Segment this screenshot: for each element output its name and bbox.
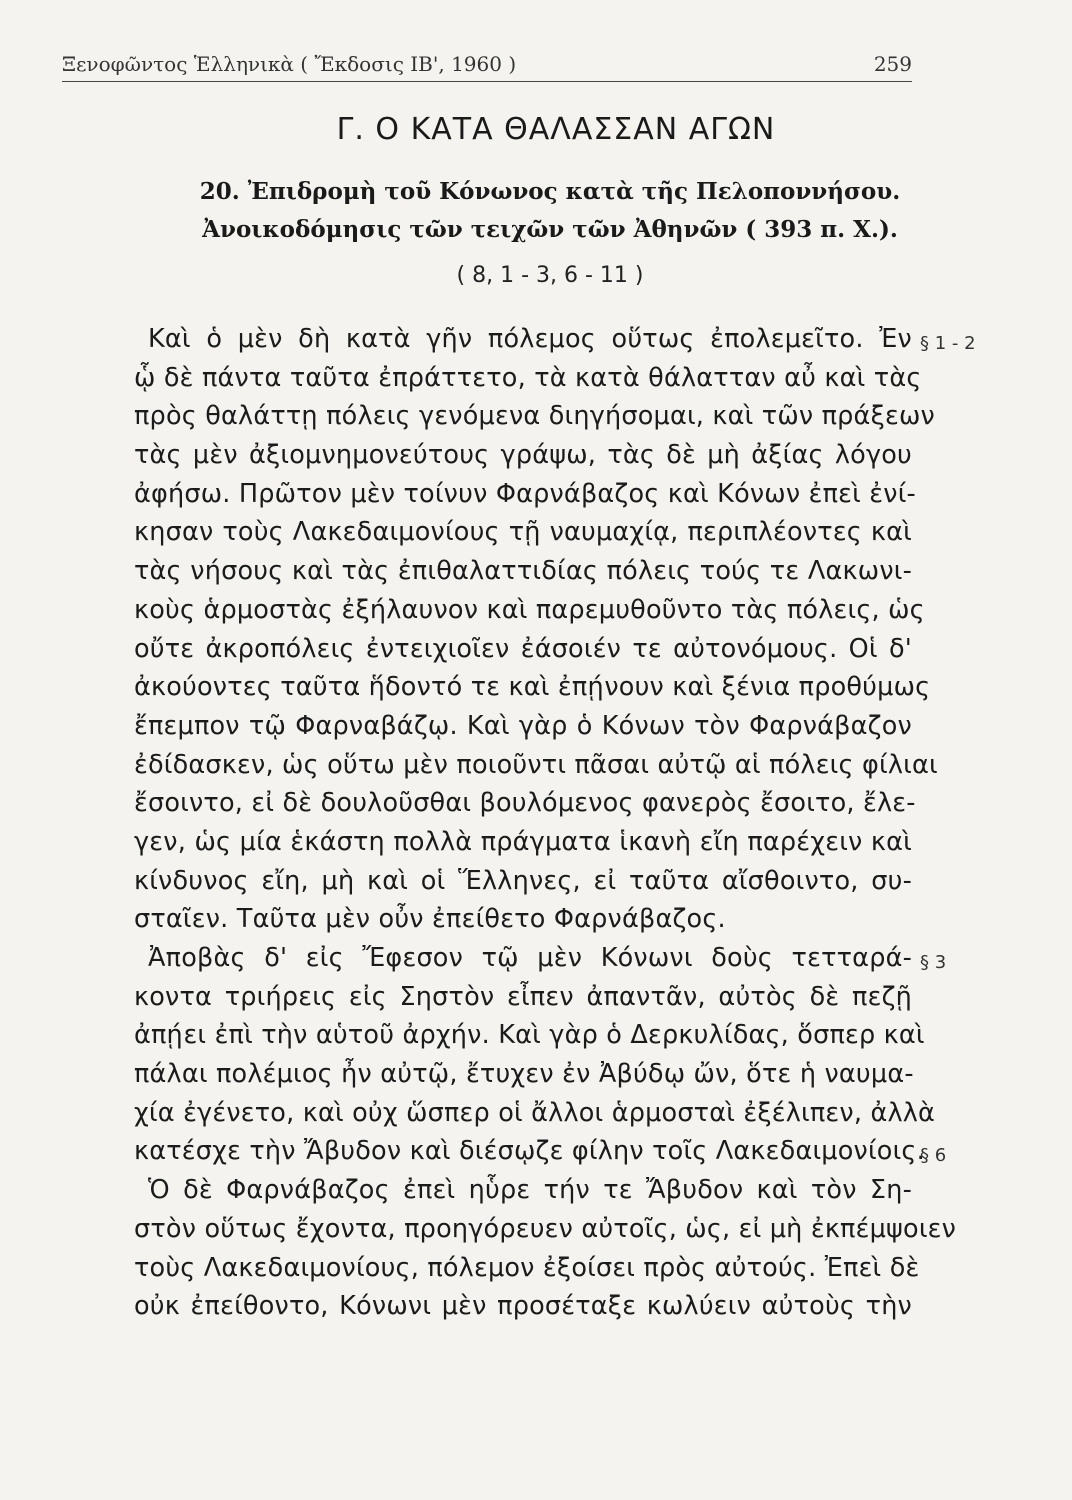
margin-note-section-1-2: § 1 - 2 (920, 333, 976, 354)
text-line: σταῖεν. Ταῦτα μὲν οὖν ἐπείθετο Φαρνάβαζος. (134, 904, 726, 935)
text-line: τὰς νήσους καὶ τὰς ἐπιθαλαττιδίας πόλεις τούς τε Λακωνι- (134, 556, 912, 587)
text-line: τὰς μὲν ἀξιομνημονεύτους γράψω, τὰς δὲ μὴ ἀξίας λόγου (134, 440, 912, 471)
text-line: κατέσχε τὴν Ἄβυδον καὶ διέσῳζε φίλην τοῖς Λακεδαιμονίοις. (134, 1136, 925, 1167)
text-line: ἔπεμπον τῷ Φαρναβάζῳ. Καὶ γὰρ ὁ Κόνων τὸν Φαρνάβαζον (134, 710, 912, 741)
text-line: Ὁ δὲ Φαρνάβαζος ἐπεὶ ηὗρε τήν τε Ἄβυδον καὶ τὸν Ση- (148, 1175, 912, 1206)
text-line: ἐδίδασκεν, ὡς οὕτω μὲν ποιοῦντι πᾶσαι αὐτῷ αἱ πόλεις φίλιαι (134, 749, 938, 780)
text-line: χία ἐγένετο, καὶ οὐχ ὥσπερ οἱ ἄλλοι ἁρμοσταὶ ἐξέλιπεν, ἀλλὰ (134, 1097, 936, 1128)
running-title: Ξενοφῶντος Ἑλληνικὰ ( Ἔκδοσις ΙΒ', 1960 ) (62, 52, 517, 76)
text-line: ἔσοιντο, εἰ δὲ δουλοῦσθαι βουλόμενος φανερὸς ἔσοιτο, ἔλε- (134, 788, 916, 819)
page-number: 259 (873, 52, 912, 76)
text-line: Καὶ ὁ μὲν δὴ κατὰ γῆν πόλεμος οὕτως ἐπολεμεῖτο. Ἐν (148, 324, 912, 354)
text-line: πρὸς θαλάττῃ πόλεις γενόμενα διηγήσομαι, καὶ τῶν πράξεων (134, 401, 935, 432)
section-title: Γ. Ο ΚΑΤΑ ΘΑΛΑΣΣΑΝ ΑΓΩΝ (336, 112, 776, 147)
text-line: ἀπῄει ἐπὶ τὴν αὑτοῦ ἀρχήν. Καὶ γὰρ ὁ Δερκυλίδας, ὅσπερ καὶ (134, 1020, 925, 1051)
chapter-heading (120, 173, 980, 249)
text-line: Ἀποβὰς δ' εἰς Ἔφεσον τῷ μὲν Κόνωνι δοὺς τετταρά- (148, 943, 912, 973)
chapter-references: ( 8, 1 - 3, 6 - 11 ) (456, 263, 644, 288)
text-line: στὸν οὕτως ἔχοντα, προηγόρευεν αὐτοῖς, ὡς, εἰ μὴ ἐκπέμψοιεν (134, 1213, 957, 1244)
text-line: πάλαι πολέμιος ἦν αὐτῷ, ἔτυχεν ἐν Ἀβύδῳ ὤν, ὅτε ἡ ναυμα- (134, 1059, 914, 1090)
text-line: γεν, ὡς μία ἑκάστη πολλὰ πράγματα ἱκανὴ εἴη παρέχειν καὶ (134, 826, 912, 857)
margin-note-section-3: § 3 (920, 952, 947, 973)
text-line: κοντα τριήρεις εἰς Σηστὸν εἶπεν ἀπαντᾶν, αὐτὸς δὲ πεζῇ (134, 981, 912, 1012)
chapter-heading-line-1: 20. Ἐπιδρομὴ τοῦ Κόνωνος κατὰ τῆς Πελοποννήσου. (199, 178, 901, 205)
text-line: κησαν τοὺς Λακεδαιμονίους τῇ ναυμαχίᾳ, περιπλέοντες καὶ (134, 517, 912, 548)
text-line: κίνδυνος εἴη, μὴ καὶ οἱ Ἕλληνες, εἰ ταῦτα αἴσθοιντο, συ- (134, 865, 912, 896)
text-line: οὔτε ἀκροπόλεις ἐντειχιοῖεν ἐάσοιέν τε αὐτονόμους. Οἱ δ' (134, 633, 912, 664)
margin-note-section-6: § 6 (920, 1145, 947, 1166)
chapter-heading-line-2: Ἀνοικοδόμησις τῶν τειχῶν τῶν Ἀθηνῶν ( 393 π. Χ.). (202, 216, 898, 243)
header-rule (62, 81, 912, 82)
text-line: ἀκούοντες ταῦτα ἥδοντό τε καὶ ἐπῄνουν καὶ ξένια προθύμως (134, 672, 931, 703)
text-line: οὐκ ἐπείθοντο, Κόνωνι μὲν προσέταξε κωλύειν αὐτοὺς τὴν (134, 1291, 912, 1322)
text-line: τοὺς Λακεδαιμονίους, πόλεμον ἐξοίσει πρὸς αὐτούς. Ἐπεὶ δὲ (134, 1252, 920, 1283)
text-line: κοὺς ἁρμοστὰς ἐξήλαυνον καὶ παρεμυθοῦντο τὰς πόλεις, ὡς (134, 594, 925, 625)
text-line: ἀφήσω. Πρῶτον μὲν τοίνυν Φαρνάβαζος καὶ Κόνων ἐπεὶ ἐνί- (134, 478, 916, 509)
text-line: ᾧ δὲ πάντα ταῦτα ἐπράττετο, τὰ κατὰ θάλατταν αὖ καὶ τὰς (134, 362, 922, 393)
running-header (62, 40, 912, 76)
